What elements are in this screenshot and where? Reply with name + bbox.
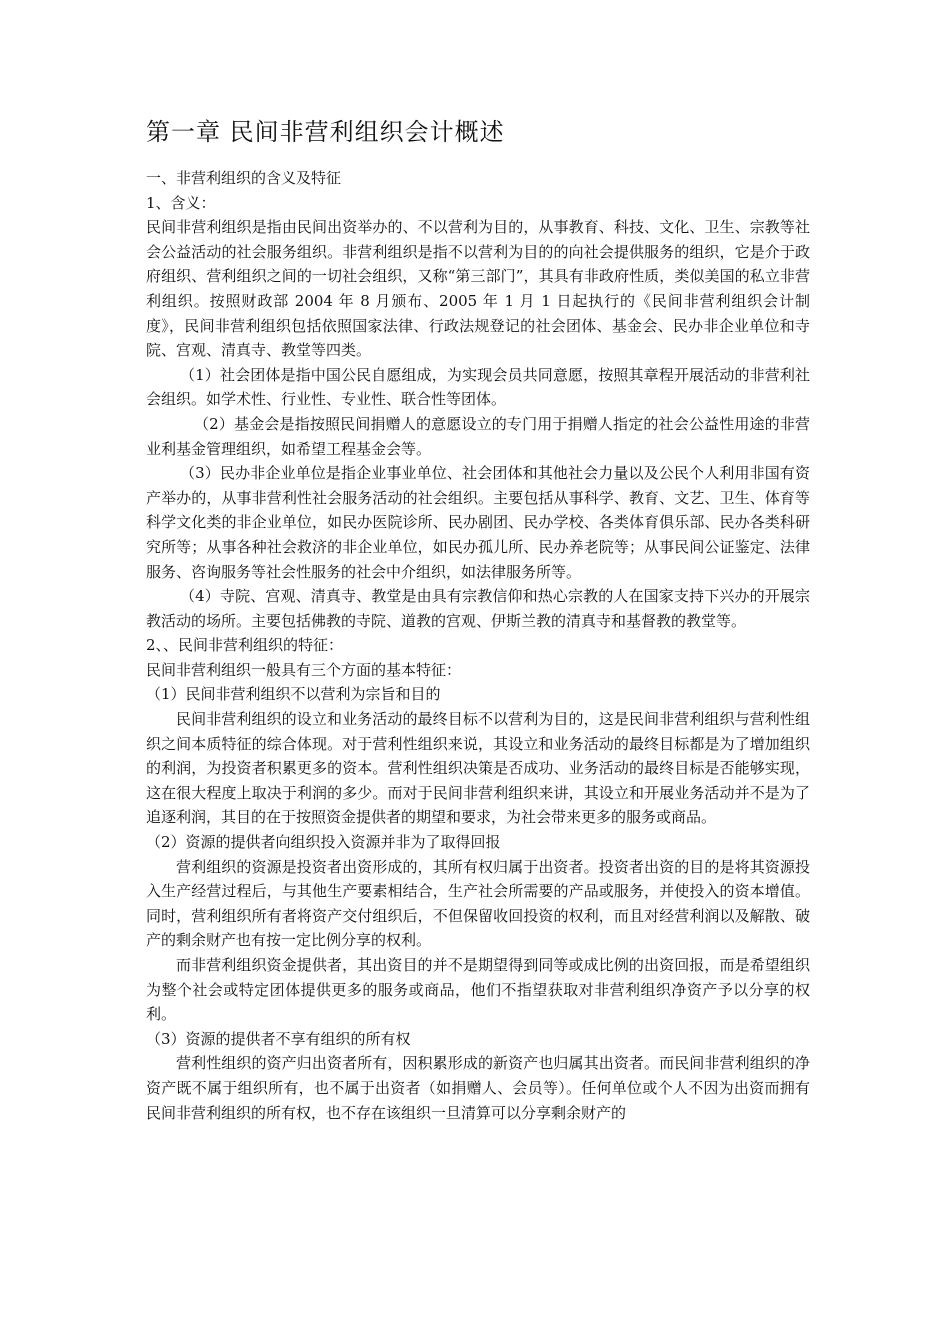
- feature-2-heading: （2）资源的提供者向组织投入资源并非为了取得回报: [146, 833, 501, 852]
- section-heading: 一、非营利组织的含义及特征: [146, 169, 342, 187]
- document-page: [146, 112, 810, 1125]
- type-foundations: （2）基金会是指按照民间捐赠人的意愿设立的专门用于捐赠人指定的社会公益性用途的非营业利基金管理组织，如希望工程基金会等。: [146, 414, 810, 458]
- features-heading: 2、、民间非营利组织的特征：: [146, 636, 344, 655]
- features-intro: 民间非营利组织一般具有三个方面的基本特征：: [146, 660, 462, 679]
- type-religious-venues: （4）寺院、宫观、清真寺、教堂是由具有宗教信仰和热心宗教的人在国家支持下兴办的开展宗教活动的场所。主要包括佛教的寺院、道教的宫观、伊斯兰教的清真寺和基督教的教堂等。: [146, 587, 810, 630]
- meaning-heading: 1、含义：: [146, 193, 216, 212]
- type-social-groups: （1）社会团体是指中国公民自愿组成，为实现会员共同意愿，按照其章程开展活动的非营利社会组织。如学术性、行业性、专业性、联合性等团体。: [146, 365, 810, 409]
- type-private-non-enterprise: （3）民办非企业单位是指企业事业单位、社会团体和其他社会力量以及公民个人利用非国有资产举办的，从事非营利性社会服务活动的社会组织。主要包括从事科学、教育、文艺、卫生、体育等科学文化类的非企业单位，如民办医院诊所、民办剧团、民办学校、各类体育俱乐部、民办各类科研究所等；从事各种社会救济的非企业单位，如民办孤儿所、民办养老院等；从事民间公证鉴定、法律服务、咨询服务等社会性服务的社会中介组织，如法律服务所等。: [146, 464, 810, 581]
- meaning-paragraph: 民间非营利组织是指由民间出资举办的、不以营利为目的，从事教育、科技、文化、卫生、宗教等社会公益活动的社会服务组织。非营利组织是指不以营利为目的的向社会提供服务的组织，它是介于政府组织、营利组织之间的一切社会组织，又称“第三部门”，其具有非政府性质，类似美国的私立非营利组织。按照财政部 2004 年 8 月颁布、2005 年 1 月 1 日起执行的《民间非营利组织会计制度》，民间非营利组织包括依照国家法律、行政法规登记的社会团体、基金会、民办非企业单位和寺院、宫观、清真寺、教堂等四类。: [146, 218, 810, 360]
- chapter-title: 第一章 民间非营利组织会计概述: [146, 118, 505, 146]
- feature-1-heading: （1）民间非营利组织不以营利为宗旨和目的: [146, 685, 441, 704]
- feature-2-paragraph-2: 而非营利组织资金提供者，其出资目的并不是期望得到同等或成比例的出资回报，而是希望组织为整个社会或特定团体提供更多的服务或商品，他们不指望获取对非营利组织净资产予以分享的权利。: [146, 956, 810, 1024]
- feature-2-paragraph-1: 营利组织的资源是投资者出资形成的，其所有权归属于出资者。投资者出资的目的是将其资源投入生产经营过程后，与其他生产要素相结合，生产社会所需要的产品或服务，并使投入的资本增值。同时，营利组织所有者将资产交付组织后，不但保留收回投资的权利，而且对经营利润以及解散、破产的剩余财产也有按一定比例分享的权利。: [146, 857, 810, 950]
- feature-1-paragraph: 民间非营利组织的设立和业务活动的最终目标不以营利为目的，这是民间非营利组织与营利性组织之间本质特征的综合体现。对于营利性组织来说，其设立和业务活动的最终目标都是为了增加组织的利润，为投资者积累更多的资本。营利性组织决策是否成功、业务活动的最终目标是否能够实现，这在很大程度上取决于利润的多少。而对于民间非营利组织来讲，其设立和开展业务活动并不是为了追逐利润，其目的在于按照资金提供者的期望和要求，为社会带来更多的服务或商品。: [146, 710, 810, 827]
- feature-3-paragraph: 营利性组织的资产归出资者所有，因积累形成的新资产也归属其出资者。而民间非营利组织的净资产既不属于组织所有，也不属于出资者（如捐赠人、会员等）。任何单位或个人不因为出资而拥有民间非营利组织的所有权，也不存在该组织一旦清算可以分享剩余财产的: [146, 1054, 810, 1122]
- feature-3-heading: （3）资源的提供者不享有组织的所有权: [146, 1029, 411, 1048]
